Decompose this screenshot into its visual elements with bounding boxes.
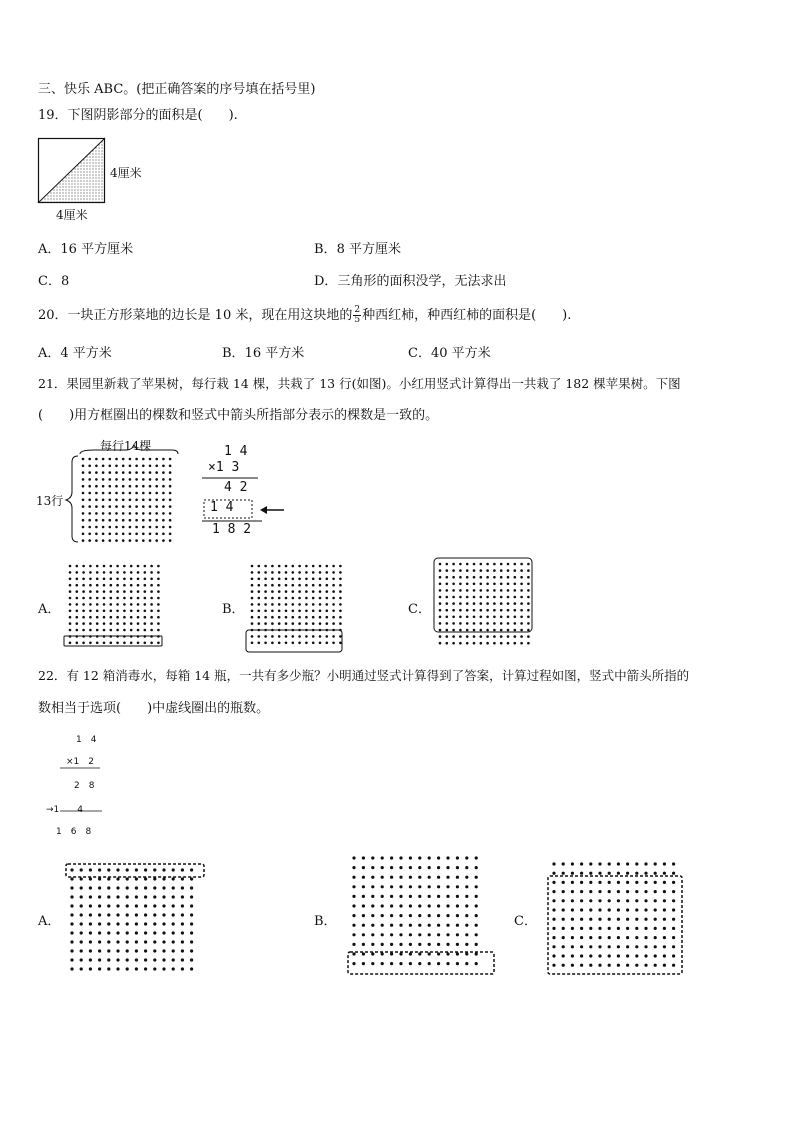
q21-dot-grid	[80, 456, 180, 546]
outline-box	[64, 636, 162, 646]
q22-option-b[interactable]: B．	[314, 914, 337, 929]
q22-option-c-figure	[546, 860, 686, 976]
q19-side-label: 4厘米	[110, 166, 142, 180]
shaded-triangle	[39, 139, 105, 203]
q21-option-a-figure	[64, 562, 164, 652]
q22-option-a[interactable]: A．	[38, 914, 61, 929]
q22-stem-line2: 数相当于选项( )中虚线圈出的瓶数。	[38, 701, 270, 716]
q21-option-a[interactable]: A．	[38, 602, 61, 617]
q22-calc-a: 1 4	[76, 735, 97, 745]
q19-option-c[interactable]: C．8	[38, 274, 70, 289]
q21-option-b[interactable]: B．	[222, 602, 245, 617]
q20-option-b[interactable]: B．16 平方米	[222, 346, 305, 361]
q19-figure	[38, 138, 108, 204]
q22-calc-lines	[40, 766, 120, 816]
q21-option-c-figure	[432, 558, 536, 654]
q21-calc-p2: 1 4	[210, 500, 234, 515]
dot-grid	[352, 856, 477, 965]
q21-calc-result: 1 8 2	[212, 522, 252, 537]
q21-calc-p1: 4 2	[224, 480, 248, 495]
q22-calc-result: 1 6 8	[56, 827, 92, 837]
q20-option-a[interactable]: A．4 平方米	[38, 346, 112, 361]
dot-grid	[251, 565, 342, 644]
q21-left-label: 13行	[36, 494, 64, 508]
q19-option-b[interactable]: B．8 平方厘米	[314, 242, 401, 257]
q19-stem: 19．下图阴影部分的面积是( ).	[38, 108, 238, 123]
q21-stem-line1: 21．果园里新栽了苹果树，每行栽 14 棵，共栽了 13 行(如图)。小红用竖式计算得出一共栽了 182 棵苹果树。下图	[38, 376, 681, 391]
q19-option-a[interactable]: A．16 平方厘米	[38, 242, 134, 257]
dot-grid	[552, 862, 675, 966]
fraction: $\frac{2}{5}$	[354, 305, 361, 325]
q21-option-b-figure	[246, 562, 346, 654]
dot-grid	[69, 565, 160, 644]
section-title: 三、快乐 ABC。(把正确答案的序号填在括号里)	[38, 82, 316, 97]
q21-stem-line2: ( )用方框圈出的棵数和竖式中箭头所指部分表示的棵数是一致的。	[38, 408, 439, 423]
outline-box	[434, 558, 532, 632]
q22-option-a-figure	[64, 862, 208, 978]
q21-top-label: 每行14棵	[100, 439, 152, 453]
q21-calc-lines	[200, 476, 290, 526]
q22-calc-p2: →1 4	[46, 805, 83, 815]
q20-stem: 20．一块正方形菜地的边长是 10 米，现在用这块地的 $\frac{2}{5}$ 种西红柿，种西红柿的面积是( ).	[38, 305, 572, 325]
q21-calc-a: 1 4	[224, 444, 248, 459]
outline-box	[246, 630, 342, 652]
q21-option-c[interactable]: C．	[408, 602, 431, 617]
q22-option-b-figure	[346, 854, 496, 978]
dot-grid	[70, 868, 193, 970]
q22-stem-line1: 22．有 12 箱消毒水，每箱 14 瓶，一共有多少瓶？小明通过竖式计算得到了答案，计算过程如图，竖式中箭头所指的	[38, 668, 690, 683]
dashed-box	[548, 876, 682, 974]
q21-calc-b: ×1 3	[208, 460, 240, 475]
q20-option-c[interactable]: C．40 平方米	[408, 346, 491, 361]
dot-grid	[82, 458, 172, 542]
q19-option-d[interactable]: D．三角形的面积没学，无法求出	[314, 274, 507, 289]
q22-calc-p1: 2 8	[74, 781, 95, 791]
q22-option-c[interactable]: C．	[514, 914, 537, 929]
q19-bottom-label: 4厘米	[56, 208, 88, 222]
q22-calc-b: ×1 2	[66, 757, 94, 767]
